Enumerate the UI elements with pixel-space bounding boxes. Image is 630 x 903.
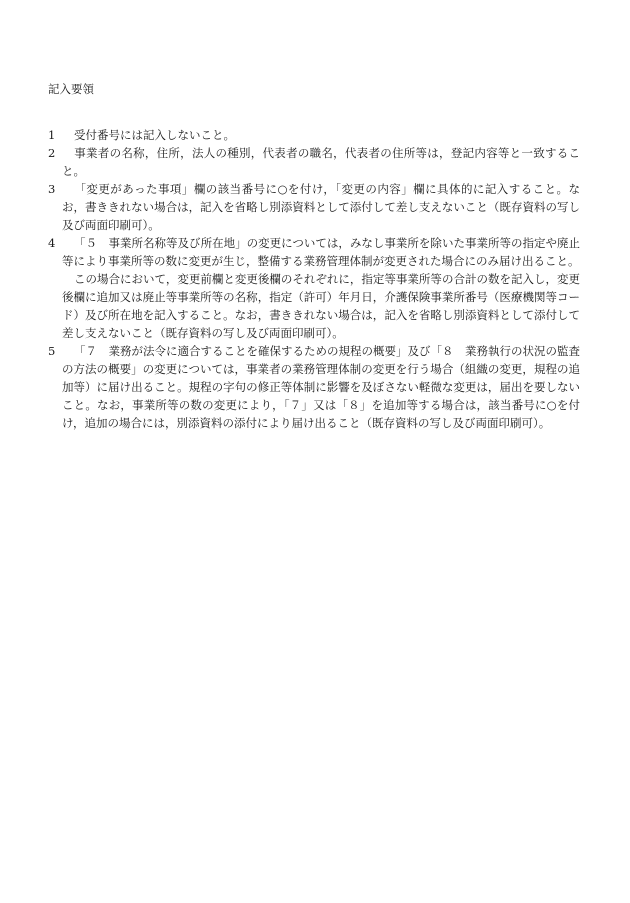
instruction-item-4-continuation xyxy=(48,270,580,342)
instruction-item-5 xyxy=(48,342,580,432)
item-number: 3 xyxy=(48,182,56,196)
item-number: 2 xyxy=(48,146,56,160)
item-extra-text: この場合において，変更前欄と変更後欄のそれぞれに，指定等事業所等の合計の数を記入し，変更後欄に追加又は廃止等事業所等の名称，指定（許可）年月日，介護保険事業所番号（医療機関等コード）及び所在地を記入すること。なお，書ききれない場合は，記入を省略し別添資料として添付して差し支えないこと（既存資料の写し及び両面印刷可）。 xyxy=(62,272,580,340)
item-text: 事業者の名称，住所，法人の種別，代表者の職名，代表者の住所等は，登記内容等と一致すること。 xyxy=(62,146,580,178)
instruction-item-2 xyxy=(48,144,580,180)
instruction-item-1 xyxy=(48,126,580,144)
item-text: 「５ 事業所名称等及び所在地」の変更については，みなし事業所を除いた事業所等の指定や廃止等により事業所等の数に変更が生じ，整備する業務管理体制が変更された場合にのみ届け出ること。 xyxy=(62,236,580,268)
instruction-item-4 xyxy=(48,234,580,270)
item-text: 「変更があった事項」欄の該当番号に○を付け，「変更の内容」欄に具体的に記入すること。なお，書ききれない場合は，記入を省略し別添資料として添付して差し支えないこと（既存資料の写し及び両面印刷可）。 xyxy=(62,182,580,232)
item-number: 4 xyxy=(48,236,56,250)
item-number: 5 xyxy=(48,344,56,358)
item-text: 「７ 業務が法令に適合することを確保するための規程の概要」及び「８ 業務執行の状況の監査の方法の概要」の変更については，事業者の業務管理体制の変更を行う場合（組織の変更，規程の追加等）に届け出ること。規程の字句の修正等体制に影響を及ぼさない軽微な変更は，届出を要しないこと。なお，事業所等の数の変更により，「７」又は「８」を追加等する場合は，該当番号に○を付け，追加の場合には，別添資料の添付により届け出ること（既存資料の写し及び両面印刷可）。 xyxy=(62,344,580,430)
item-number: 1 xyxy=(48,128,56,142)
instruction-item-3 xyxy=(48,180,580,234)
instructions-document xyxy=(48,80,580,432)
item-text: 受付番号には記入しないこと。 xyxy=(74,128,235,142)
document-heading: 記入要領 xyxy=(48,82,94,96)
